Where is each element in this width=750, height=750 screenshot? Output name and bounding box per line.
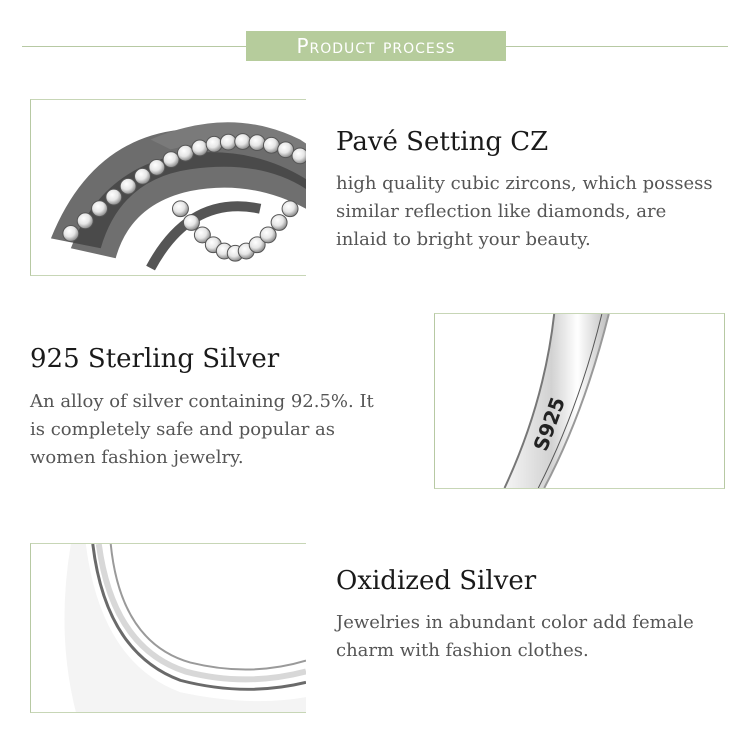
pave-setting-photo bbox=[30, 99, 306, 276]
cz-stone bbox=[220, 134, 236, 150]
cz-stone bbox=[206, 136, 222, 152]
cz-stone bbox=[63, 226, 79, 242]
s925-band-illustration bbox=[435, 314, 724, 488]
cz-stone bbox=[235, 134, 251, 150]
feature-2-description bbox=[30, 388, 374, 472]
feature-2-title: 925 Sterling Silver bbox=[30, 344, 280, 374]
oxidized-band-illustration bbox=[31, 544, 306, 712]
cz-stone bbox=[260, 227, 276, 243]
cz-stone bbox=[292, 148, 306, 164]
feature-2-line: women fashion jewelry. bbox=[30, 447, 244, 468]
cz-stone bbox=[177, 145, 193, 161]
feature-3-description bbox=[336, 609, 694, 665]
cz-stone bbox=[120, 178, 136, 194]
cz-stone bbox=[263, 137, 279, 153]
cz-stone bbox=[135, 168, 151, 184]
pave-ring-illustration bbox=[31, 100, 306, 275]
cz-stone bbox=[278, 142, 294, 158]
cz-stone bbox=[271, 215, 287, 231]
feature-2-line: is completely safe and popular as bbox=[30, 419, 335, 440]
header-divider-left bbox=[22, 46, 247, 47]
cz-stone bbox=[77, 213, 93, 229]
feature-3-line: Jewelries in abundant color add female bbox=[336, 612, 694, 633]
section-banner: Product process bbox=[246, 31, 506, 61]
feature-1-line: similar reflection like diamonds, are bbox=[336, 201, 667, 222]
feature-2-line: An alloy of silver containing 92.5%. It bbox=[30, 391, 374, 412]
cz-stone bbox=[192, 140, 208, 156]
cz-stone bbox=[149, 160, 165, 176]
sterling-silver-photo bbox=[434, 313, 725, 489]
cz-stone bbox=[183, 215, 199, 231]
feature-1-description bbox=[336, 170, 713, 254]
feature-3-line: charm with fashion clothes. bbox=[336, 640, 589, 661]
feature-1-line: high quality cubic zircons, which possess bbox=[336, 173, 713, 194]
cz-stone bbox=[106, 189, 122, 205]
oxidized-silver-photo bbox=[30, 543, 306, 713]
cz-stone bbox=[172, 201, 188, 217]
feature-1-line: inlaid to bright your beauty. bbox=[336, 229, 591, 250]
feature-1-title: Pavé Setting CZ bbox=[336, 127, 549, 157]
s925-stamp: S925 bbox=[529, 394, 570, 455]
feature-3-title: Oxidized Silver bbox=[336, 566, 537, 596]
cz-stone bbox=[92, 201, 108, 217]
cz-stone bbox=[282, 201, 298, 217]
cz-stone bbox=[163, 152, 179, 168]
header-divider-right bbox=[505, 46, 728, 47]
cz-stone bbox=[249, 135, 265, 151]
